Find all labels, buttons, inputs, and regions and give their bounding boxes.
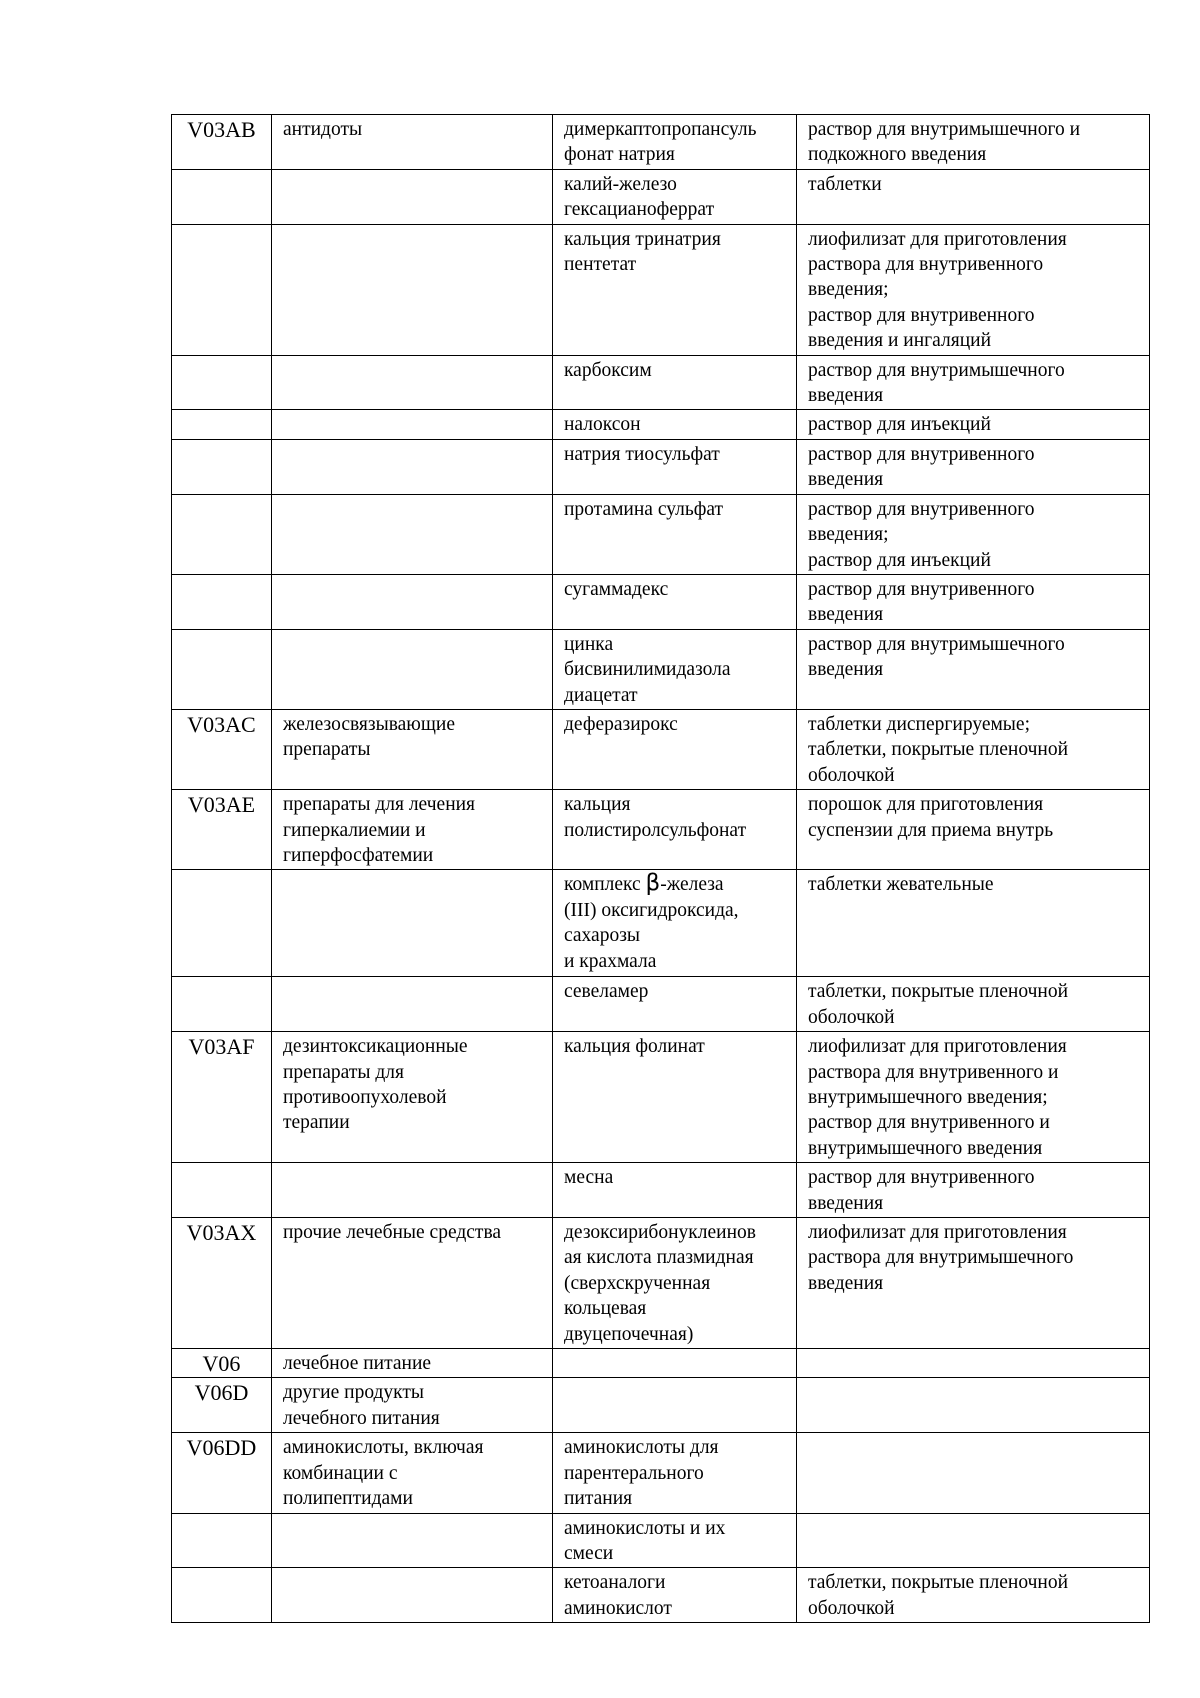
atc-code-cell — [172, 629, 272, 709]
group-cell — [272, 224, 553, 355]
cell-line: сахарозы — [564, 925, 641, 947]
atc-code-cell — [172, 790, 272, 870]
cell-line: питания — [564, 1488, 633, 1510]
cell-line: аминокислоты и их — [564, 1517, 726, 1539]
cell-line: фонат натрия — [564, 144, 675, 166]
group-cell — [272, 1032, 553, 1163]
dosage-form-cell — [797, 1032, 1150, 1163]
group-cell — [272, 1163, 553, 1218]
group-cell — [272, 709, 553, 789]
atc-code-cell — [172, 1218, 272, 1349]
cell-line: раствора для внутривенного — [808, 254, 1044, 276]
cell-line: кальция тринатрия — [564, 228, 721, 250]
drug-name-cell — [553, 870, 797, 977]
cell-line: калий-железо — [564, 173, 677, 195]
cell-line: раствор для внутримышечного и — [808, 119, 1081, 140]
dosage-form-cell — [797, 629, 1150, 709]
cell-line: карбоксим — [564, 359, 652, 381]
atc-code-cell — [172, 1568, 272, 1623]
atc-code-cell — [172, 169, 272, 224]
drug-list-table — [171, 114, 1150, 1623]
drug-name-cell — [553, 494, 797, 574]
dosage-form-cell — [797, 1513, 1150, 1568]
group-cell — [272, 439, 553, 494]
group-cell — [272, 169, 553, 224]
atc-code: V03AX — [186, 1220, 257, 1246]
cell-line: раствор для внутримышечного — [808, 633, 1065, 655]
cell-line: деферазирокс — [564, 713, 678, 735]
drug-name-cell — [553, 790, 797, 870]
cell-line: препараты — [283, 739, 371, 761]
cell-line: введения и ингаляций — [808, 330, 992, 352]
atc-code-cell — [172, 870, 272, 977]
cell-line: раствора для внутримышечного — [808, 1247, 1074, 1269]
cell-line: введения — [808, 604, 884, 626]
drug-name-cell — [553, 574, 797, 629]
table-row — [172, 169, 1150, 224]
cell-line: раствор для внутривенного и — [808, 1112, 1050, 1134]
name-suffix: -железа — [660, 874, 724, 896]
drug-name-cell — [553, 1032, 797, 1163]
cell-line: раствор для инъекций — [808, 414, 991, 436]
cell-line: лиофилизат для приготовления — [808, 228, 1067, 250]
group-cell — [272, 574, 553, 629]
drug-name-cell — [553, 709, 797, 789]
cell-line: полипептидами — [283, 1488, 413, 1510]
cell-line: введения — [808, 659, 884, 681]
atc-code: V03AE — [187, 792, 256, 818]
cell-line: введения — [808, 469, 884, 491]
dosage-form-cell — [797, 574, 1150, 629]
cell-line: смеси — [564, 1542, 614, 1564]
cell-line: кольцевая — [564, 1298, 647, 1320]
dosage-form-cell — [797, 355, 1150, 410]
drug-name-cell — [553, 1163, 797, 1218]
cell-line: железосвязывающие — [283, 713, 455, 735]
dosage-form-cell — [797, 494, 1150, 574]
cell-line: введения — [808, 1192, 884, 1214]
cell-line: введения — [808, 1272, 884, 1294]
cell-line: раствор для внутривенного — [808, 578, 1035, 600]
table-row — [172, 439, 1150, 494]
group-cell — [272, 1218, 553, 1349]
cell-line: таблетки, покрытые пленочной — [808, 981, 1069, 1003]
dosage-form-cell — [797, 1163, 1150, 1218]
atc-code: V03AB — [187, 117, 256, 142]
cell-line: раствор для внутривенного — [808, 498, 1035, 520]
cell-line: раствор для внутривенного — [808, 443, 1035, 465]
table-row — [172, 790, 1150, 870]
drug-name-cell — [553, 629, 797, 709]
cell-line: лиофилизат для приготовления — [808, 1222, 1067, 1244]
atc-code-cell — [172, 494, 272, 574]
atc-code-cell — [172, 439, 272, 494]
cell-line: гексацианоферрат — [564, 199, 715, 221]
atc-code-cell — [172, 224, 272, 355]
cell-line: комбинации с — [283, 1462, 398, 1484]
group-cell — [272, 1349, 553, 1378]
cell-line: месна — [564, 1167, 614, 1189]
cell-line: гиперфосфатемии — [283, 844, 434, 866]
cell-line: ая кислота плазмидная — [564, 1247, 754, 1269]
drug-name-cell — [553, 977, 797, 1032]
cell-line: парентерального — [564, 1462, 704, 1484]
dosage-form-cell — [797, 1433, 1150, 1513]
atc-code-cell — [172, 355, 272, 410]
cell-line: протамина сульфат — [564, 498, 724, 520]
cell-line: налоксон — [564, 414, 641, 436]
cell-line: пентетат — [564, 254, 637, 276]
atc-code-cell — [172, 1163, 272, 1218]
cell-line: димеркаптопропансуль — [564, 119, 757, 140]
cell-line: (III) оксигидроксида, — [564, 899, 739, 921]
cell-line: оболочкой — [808, 1597, 895, 1619]
drug-name-cell — [553, 224, 797, 355]
atc-code: V06 — [202, 1351, 241, 1377]
table-row — [172, 115, 1150, 170]
atc-code-cell — [172, 709, 272, 789]
cell-line: кетоаналоги — [564, 1572, 666, 1594]
group-cell — [272, 1568, 553, 1623]
cell-line: цинка — [564, 633, 614, 655]
group-cell — [272, 977, 553, 1032]
cell-line: терапии — [283, 1112, 350, 1134]
cell-line: кальция фолинат — [564, 1036, 705, 1058]
atc-code-cell — [172, 1349, 272, 1378]
group-cell — [272, 629, 553, 709]
cell-line: подкожного введения — [808, 144, 987, 166]
atc-code: V06D — [194, 1380, 249, 1406]
table-row — [172, 1032, 1150, 1163]
atc-code: V03AC — [187, 711, 256, 737]
cell-line: гиперкалиемии и — [283, 819, 426, 841]
cell-line: и крахмала — [564, 950, 657, 972]
cell-line: раствор для инъекций — [808, 549, 991, 571]
atc-code-cell — [172, 1378, 272, 1433]
dosage-form-cell — [797, 1349, 1150, 1378]
cell-line: таблетки, покрытые пленочной — [808, 739, 1069, 761]
cell-line: введения — [808, 385, 884, 407]
table-row — [172, 494, 1150, 574]
cell-line: полистиролсульфонат — [564, 819, 747, 841]
drug-name-cell — [553, 169, 797, 224]
drug-name-cell — [553, 1378, 797, 1433]
drug-name-cell — [553, 410, 797, 439]
group-cell — [272, 1513, 553, 1568]
cell-line: таблетки — [808, 173, 882, 195]
dosage-form-cell — [797, 410, 1150, 439]
cell-line: натрия тиосульфат — [564, 443, 720, 465]
atc-code-cell — [172, 1433, 272, 1513]
group-cell — [272, 790, 553, 870]
cell-line: введения; — [808, 279, 889, 301]
table-row — [172, 1378, 1150, 1433]
dosage-form-cell — [797, 224, 1150, 355]
table-row — [172, 1163, 1150, 1218]
cell-line: аминокислоты для — [564, 1437, 719, 1459]
cell-line: лиофилизат для приготовления — [808, 1036, 1067, 1058]
dosage-form-cell — [797, 1218, 1150, 1349]
cell-line: таблетки, покрытые пленочной — [808, 1572, 1069, 1594]
table-row — [172, 1513, 1150, 1568]
cell-line: препараты для — [283, 1061, 404, 1083]
cell-line: внутримышечного введения — [808, 1137, 1043, 1159]
atc-code-cell — [172, 115, 272, 170]
drug-name-cell — [553, 1513, 797, 1568]
atc-code-cell — [172, 1513, 272, 1568]
atc-code-cell — [172, 574, 272, 629]
cell-line: лечебного питания — [283, 1407, 440, 1429]
drug-name-cell — [553, 115, 797, 170]
cell-line: порошок для приготовления — [808, 794, 1044, 816]
cell-line: раствора для внутривенного и — [808, 1061, 1059, 1083]
cell-line: препараты для лечения — [283, 794, 476, 816]
table-row — [172, 1433, 1150, 1513]
dosage-form-cell — [797, 169, 1150, 224]
dosage-form-cell — [797, 1378, 1150, 1433]
cell-line: таблетки диспергируемые; — [808, 713, 1030, 735]
table-row — [172, 977, 1150, 1032]
dosage-form-cell — [797, 439, 1150, 494]
cell-line: двуцепочечная) — [564, 1323, 694, 1345]
cell-line: (сверхскрученная — [564, 1272, 711, 1294]
drug-name-cell — [553, 1218, 797, 1349]
group-cell — [272, 355, 553, 410]
cell-line: кальция — [564, 794, 631, 816]
cell-line: аминокислот — [564, 1597, 672, 1619]
cell-line: введения; — [808, 524, 889, 546]
cell-line: прочие лечебные средства — [283, 1222, 502, 1244]
cell-line: дезоксирибонуклеинов — [564, 1222, 756, 1244]
table-row — [172, 224, 1150, 355]
cell-line: дезинтоксикационные — [283, 1036, 468, 1058]
cell-line: диацетат — [564, 684, 638, 706]
cell-line: суспензии для приема внутрь — [808, 819, 1054, 841]
cell-line: сугаммадекс — [564, 578, 669, 600]
cell-line: бисвинилимидазола — [564, 659, 731, 681]
atc-code-cell — [172, 1032, 272, 1163]
table-row — [172, 574, 1150, 629]
cell-line: антидоты — [283, 119, 363, 140]
table-row — [172, 709, 1150, 789]
cell-line: оболочкой — [808, 764, 895, 786]
dosage-form-cell — [797, 115, 1150, 170]
atc-code-cell — [172, 977, 272, 1032]
table-row — [172, 1568, 1150, 1623]
atc-code: V03AF — [188, 1034, 255, 1060]
drug-name-cell — [553, 355, 797, 410]
table-row — [172, 1349, 1150, 1378]
table-row — [172, 1218, 1150, 1349]
atc-code: V06DD — [186, 1435, 257, 1461]
cell-line: севеламер — [564, 981, 649, 1003]
group-cell — [272, 115, 553, 170]
table-row — [172, 410, 1150, 439]
dosage-form-cell — [797, 790, 1150, 870]
table-row — [172, 355, 1150, 410]
cell-line: раствор для внутривенного — [808, 1167, 1035, 1189]
dosage-form-cell — [797, 1568, 1150, 1623]
cell-line: внутримышечного введения; — [808, 1087, 1048, 1108]
drug-name-cell — [553, 439, 797, 494]
table-body — [172, 115, 1150, 1623]
cell-line: раствор для внутривенного — [808, 304, 1035, 326]
group-cell — [272, 494, 553, 574]
cell-line: оболочкой — [808, 1006, 895, 1028]
dosage-form-cell — [797, 870, 1150, 977]
group-cell — [272, 870, 553, 977]
drug-name-cell — [553, 1568, 797, 1623]
group-cell — [272, 1433, 553, 1513]
dosage-form-cell — [797, 977, 1150, 1032]
beta-symbol: β — [645, 870, 661, 897]
drug-name-cell — [553, 1433, 797, 1513]
cell-line — [564, 872, 791, 897]
cell-line: аминокислоты, включая — [283, 1437, 484, 1459]
cell-line: таблетки жевательные — [808, 874, 994, 896]
group-cell — [272, 410, 553, 439]
group-cell — [272, 1378, 553, 1433]
cell-line: другие продукты — [283, 1382, 425, 1404]
atc-code-cell — [172, 410, 272, 439]
cell-line: противоопухолевой — [283, 1087, 447, 1108]
cell-line: раствор для внутримышечного — [808, 359, 1065, 381]
name-prefix: комплекс — [564, 874, 646, 896]
table-row — [172, 870, 1150, 977]
drug-name-cell — [553, 1349, 797, 1378]
cell-line: лечебное питание — [283, 1353, 432, 1375]
table-row — [172, 629, 1150, 709]
dosage-form-cell — [797, 709, 1150, 789]
